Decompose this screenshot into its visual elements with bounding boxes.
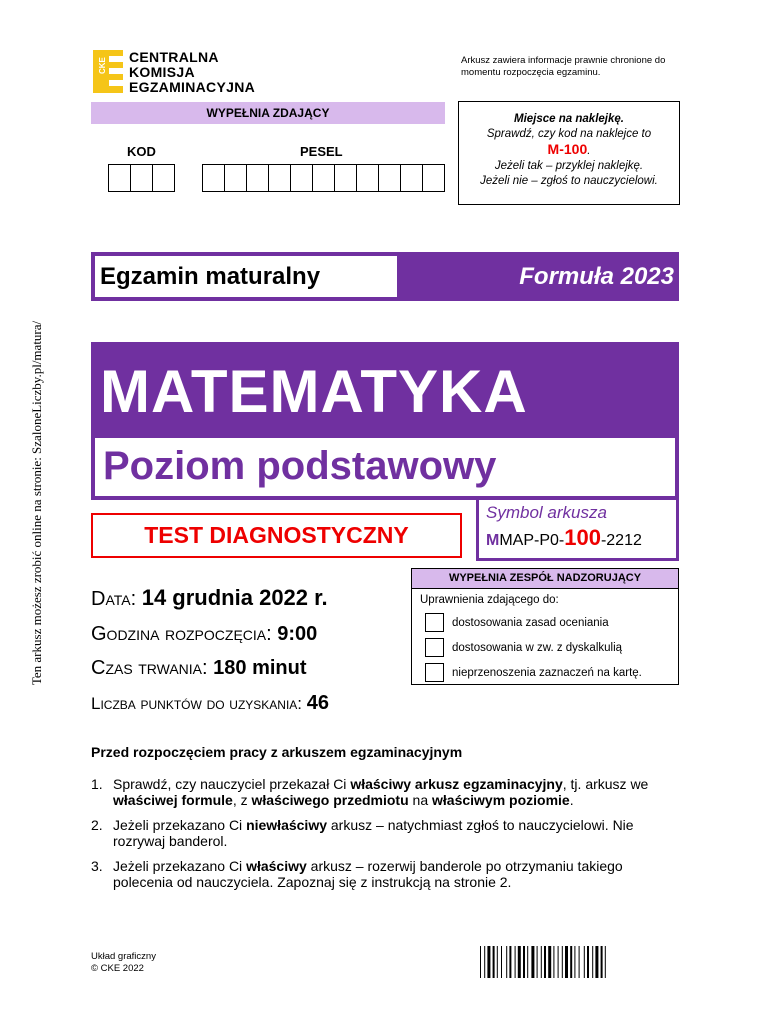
instruction-text: Sprawdź, czy nauczyciel przekazał Ci właściwy arkusz egzaminacyjny, tj. arkusz we właściwej formule, z właściwego przedmiotu na właściwym poziomie. [113, 776, 649, 808]
item-number: 2. [91, 817, 103, 833]
barcode-bar [565, 946, 568, 978]
test-diagnostic-label: TEST DIAGNOSTYCZNY [91, 513, 462, 558]
barcode-bar [493, 946, 495, 978]
logo-text [129, 50, 255, 95]
symbol-code [486, 526, 676, 553]
kod-label: KOD [127, 144, 156, 159]
points-line [91, 690, 329, 717]
logo-line-2: KOMISJA [129, 64, 195, 80]
barcode-bar [558, 946, 559, 978]
pesel-label: PESEL [300, 144, 343, 159]
barcode-bar [574, 946, 575, 978]
symbol-first: M [486, 532, 500, 549]
barcode-bar [584, 946, 585, 978]
barcode-bar [487, 946, 490, 978]
instruction-item [91, 776, 681, 808]
footer-line-1: Układ graficzny [91, 951, 156, 962]
examinee-fill-header: WYPEŁNIA ZDAJĄCY [91, 102, 445, 124]
legal-notice: Arkusz zawiera informacje prawnie chronione do momentu rozpoczęcia egzaminu. [461, 55, 666, 78]
duration-line [91, 655, 307, 681]
instructions-list [91, 776, 681, 899]
duration-value: 180 minut [213, 657, 307, 679]
symbol-suffix: -2212 [600, 532, 642, 549]
barcode-bar [595, 946, 598, 978]
barcode-bar [601, 946, 603, 978]
logo-mark-text: CKE [98, 57, 107, 74]
item-number: 3. [91, 858, 103, 874]
barcode-bar [537, 946, 538, 978]
start-line [91, 621, 317, 647]
barcode-bar [605, 946, 606, 978]
barcode-bar [541, 946, 542, 978]
barcode-bar [506, 946, 507, 978]
instruction-item [91, 817, 681, 849]
points-value: 46 [306, 692, 330, 714]
symbol-box [476, 500, 679, 561]
barcode-bar [592, 946, 593, 978]
instruction-item [91, 858, 681, 890]
duration-label: Czas trwania: [91, 657, 208, 679]
supervisors-subtitle: Uprawnienia zdającego do: [420, 594, 559, 606]
barcode-bar [523, 946, 525, 978]
symbol-label: Symbol arkusza [486, 503, 607, 522]
barcode-bar [480, 946, 481, 978]
start-value: 9:00 [277, 623, 318, 645]
kod-input-boxes[interactable] [108, 164, 174, 192]
option-row [412, 613, 678, 632]
date-line [91, 585, 328, 612]
barcode-bar [562, 946, 563, 978]
exam-name: Egzamin maturalny [95, 256, 397, 297]
barcode-bar [579, 946, 580, 978]
date-label: Data: [91, 588, 137, 610]
logo-line-3: EGZAMINACYJNA [129, 79, 256, 95]
symbol-mid: MAP-P0- [499, 532, 565, 549]
instructions-heading: Przed rozpoczęciem pracy z arkuszem egzaminacyjnym [91, 744, 463, 760]
instruction-text: Jeżeli przekazano Ci niewłaściwy arkusz – natychmiast zgłoś to nauczycielowi. Nie rozrywaj banderol. [113, 817, 634, 849]
subject-title: MATEMATYKA [100, 358, 528, 425]
option-label: nieprzenoszenia zaznaczeń na kartę. [452, 666, 642, 679]
exam-formula: Formuła 2023 [519, 263, 674, 290]
barcode-bar [553, 946, 554, 978]
option-checkbox[interactable] [425, 613, 444, 632]
sticker-code-dot: . [587, 145, 591, 157]
sticker-placeholder [458, 101, 680, 205]
barcode-icon [480, 946, 680, 978]
option-checkbox[interactable] [425, 638, 444, 657]
barcode-bar [518, 946, 521, 978]
side-watermark-text: Ten arkusz możesz zrobić online na stronie: SzaloneLiczby.pl/matura/ [29, 320, 44, 686]
item-number: 1. [91, 776, 103, 792]
sticker-code: M-100 [547, 141, 588, 157]
start-label: Godzina rozpoczęcia: [91, 623, 272, 645]
logo-line-1: CENTRALNA [129, 49, 219, 65]
sticker-title: Miejsce na naklejkę. [514, 113, 624, 125]
option-label: dostosowania zasad oceniania [452, 616, 609, 629]
footer-line-2: © CKE 2022 [91, 963, 144, 974]
instruction-text: Jeżeli przekazano Ci właściwy arkusz – rozerwij banderole po otrzymaniu takiego polecenia od nauczyciela. Zapoznaj się z instrukcją na stronie 2. [113, 858, 623, 890]
barcode-bar [509, 946, 511, 978]
pesel-input-boxes[interactable] [202, 164, 444, 192]
cke-logo-icon [93, 50, 123, 93]
barcode-bar [587, 946, 589, 978]
date-value: 14 grudnia 2022 r. [141, 585, 328, 610]
subject-level: Poziom podstawowy [103, 444, 497, 488]
sticker-line-2: Jeżeli tak – przyklej naklejkę. [494, 160, 644, 172]
barcode-bar [515, 946, 516, 978]
footer [91, 951, 156, 975]
barcode-bar [501, 946, 502, 978]
barcode-bar [531, 946, 534, 978]
option-row [412, 638, 678, 657]
barcode-bar [544, 946, 546, 978]
barcode-bar [497, 946, 498, 978]
supervisors-title: WYPEŁNIA ZESPÓŁ NADZORUJĄCY [412, 569, 678, 589]
barcode-bar [548, 946, 551, 978]
supervisors-box [411, 568, 679, 685]
barcode-bar [570, 946, 572, 978]
sticker-line-1: Sprawdź, czy kod na naklejce to [486, 128, 652, 140]
option-row [412, 663, 678, 682]
barcode-bar [527, 946, 528, 978]
sticker-line-3: Jeżeli nie – zgłoś to nauczycielowi. [480, 175, 658, 187]
points-label: Liczba punktów do uzyskania: [91, 694, 303, 713]
option-label: dostosowania w zw. z dyskalkulią [452, 641, 623, 654]
barcode-bar [484, 946, 485, 978]
option-checkbox[interactable] [425, 663, 444, 682]
symbol-num: 100 [564, 525, 601, 550]
